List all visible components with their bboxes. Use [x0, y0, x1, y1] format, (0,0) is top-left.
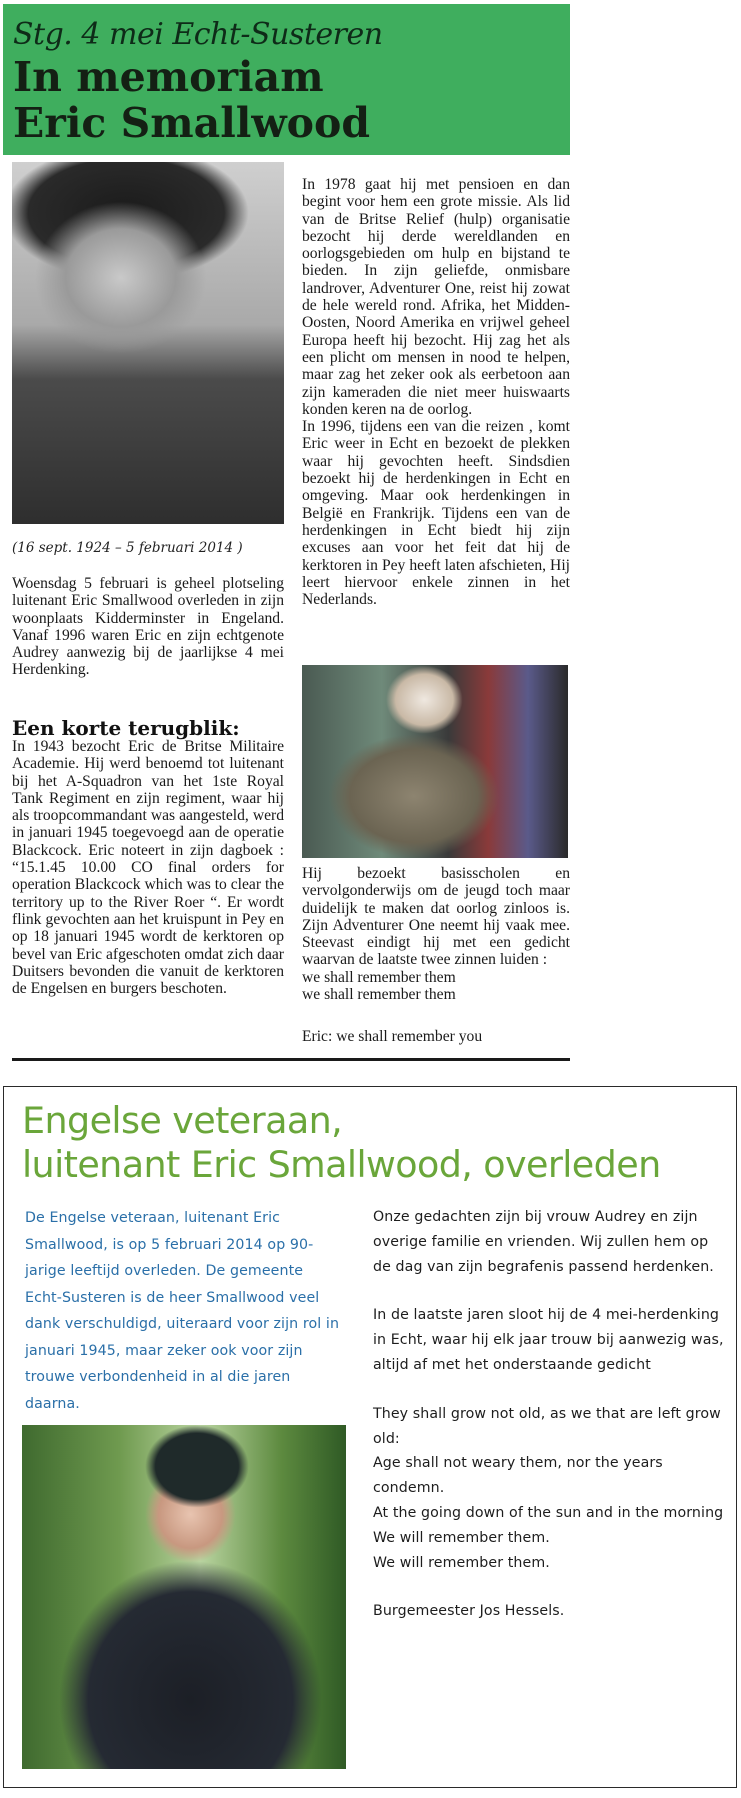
poem	[373, 1402, 728, 1576]
boxed-lead-paragraph: De Engelse veteraan, luitenant Eric Smallwood, is op 5 februari 2014 op 90-jarige leeftijd overleden. De gemeente Echt-Susteren is de heer Smallwood veel dank verschuldigd, uiteraard voor zijn rol in januari 1945, maar zeker ook voor zijn trouwe verbondenheid in al die jaren daarna.	[25, 1210, 340, 1412]
photo-caption-dates: (16 sept. 1924 – 5 februari 2014 )	[12, 540, 243, 556]
retrospective-heading: Een korte terugblik:	[12, 716, 240, 740]
page-title	[13, 54, 570, 146]
photo-veteran-with-medals	[22, 1425, 346, 1769]
poem-line: We will remember them.	[373, 1554, 550, 1571]
right-column-top	[302, 176, 570, 608]
portrait-photo-young	[12, 162, 284, 524]
paragraph-retirement: In 1978 gaat hij met pensioen en dan begint voor hem een grote missie. Als lid van de Britse Relief (hulp) organisatie bezocht hij derde wereldlanden en oorlogsgebieden om hulp en bijstand te bieden. In zijn geliefde, onmisbare landrover, Adventurer One, reist hij zowat de hele wereld rond. Afrika, het Midden-Oosten, Noord Amerika en vrijwel geheel Europa heeft hij bezocht. Hij zag het als een plicht om mensen in nood te helpen, maar zag het zeker ook als eerbetoon aan zijn kameraden die niet meer huiswaarts konden keren na de oorlog.	[302, 176, 570, 418]
header-banner	[3, 4, 570, 155]
organization-kicker: Stg. 4 mei Echt-Susteren	[13, 17, 383, 52]
right-column-bottom	[302, 865, 570, 1003]
poem-line: Age shall not weary them, nor the years condemn.	[373, 1455, 663, 1497]
intro-paragraph: Woensdag 5 februari is geheel plotseling luitenant Eric Smallwood overleden in zijn woonplaats Kidderminster in Engeland. Vanaf 1996 waren Eric en zijn echtgenote Audrey aanwezig bij de jaarlijkse 4 mei Herdenking.	[12, 575, 284, 679]
section-divider	[12, 1058, 570, 1061]
quote-line-1: we shall remember them	[302, 968, 456, 986]
boxed-right-column	[373, 1205, 728, 1624]
title-line-1: In memoriam	[13, 53, 324, 101]
photo-eric-at-desk	[302, 665, 568, 858]
poem-line: We will remember them.	[373, 1529, 550, 1546]
headline-line-1: Engelse veteraan,	[22, 1099, 343, 1142]
paragraph-1996: In 1996, tijdens een van die reizen , komt Eric weer in Echt en bezoekt de plekken waar hij gevochten heeft. Sindsdien bezoekt hij de herdenkingen in Echt en omgeving. Maar ook herdenkingen in België en Frankrijk. Tijdens een van de herdenkingen in Echt biedt hij zijn excuses aan voor het feit dat hij de kerktoren in Pey heeft laten afschieten, Hij leert hiervoor enkele zinnen in het Nederlands.	[302, 418, 570, 609]
boxed-headline	[22, 1099, 722, 1187]
poem-line: They shall grow not old, as we that are left grow old:	[373, 1405, 721, 1447]
paragraph-condolences: Onze gedachten zijn bij vrouw Audrey en zijn overige familie en vrienden. Wij zullen hem op de dag van zijn begrafenis passend herdenken.	[373, 1209, 714, 1275]
title-line-2: Eric Smallwood	[13, 99, 371, 147]
headline-line-2: luitenant Eric Smallwood, overleden	[22, 1143, 661, 1186]
mayor-signature: Burgemeester Jos Hessels.	[373, 1603, 565, 1620]
poem-line: At the going down of the sun and in the morning	[373, 1504, 724, 1521]
retrospective-body: In 1943 bezocht Eric de Britse Militaire Academie. Hij werd benoemd tot luitenant bij het A-Squadron van het 1ste Royal Tank Regiment en zijn regiment, waar hij als troopcommandant was aangesteld, werd in januari 1945 toegevoegd aan de operatie Blackcock. Eric noteert in zijn dagboek : “15.1.45 10.00 CO final orders for operation Blackcock which was to clear the territory up to the River Roer “. Er wordt flink gevochten aan het kruispunt in Pey en op 18 januari 1945 wordt de kerktoren op bevel van Eric afgeschoten omdat zich daar Duitsers bevonden die vanuit de kerktoren de Engelsen en burgers beschoten.	[12, 738, 284, 998]
signoff-line: Eric: we shall remember you	[302, 1028, 483, 1045]
paragraph-remembrance: In de laatste jaren sloot hij de 4 mei-herdenking in Echt, waar hij elk jaar trouw bij aanwezig was, altijd af met het onderstaande gedicht	[373, 1307, 724, 1373]
quote-line-2: we shall remember them	[302, 986, 456, 1004]
paragraph-schools: Hij bezoekt basisscholen en vervolgonderwijs om de jeugd toch maar duidelijk te maken dat oorlog zinloos is. Zijn Adventurer One neemt hij vaak mee. Steevast eindigt hij met een gedicht waarvan de laatste twee zinnen luiden :	[302, 865, 570, 969]
